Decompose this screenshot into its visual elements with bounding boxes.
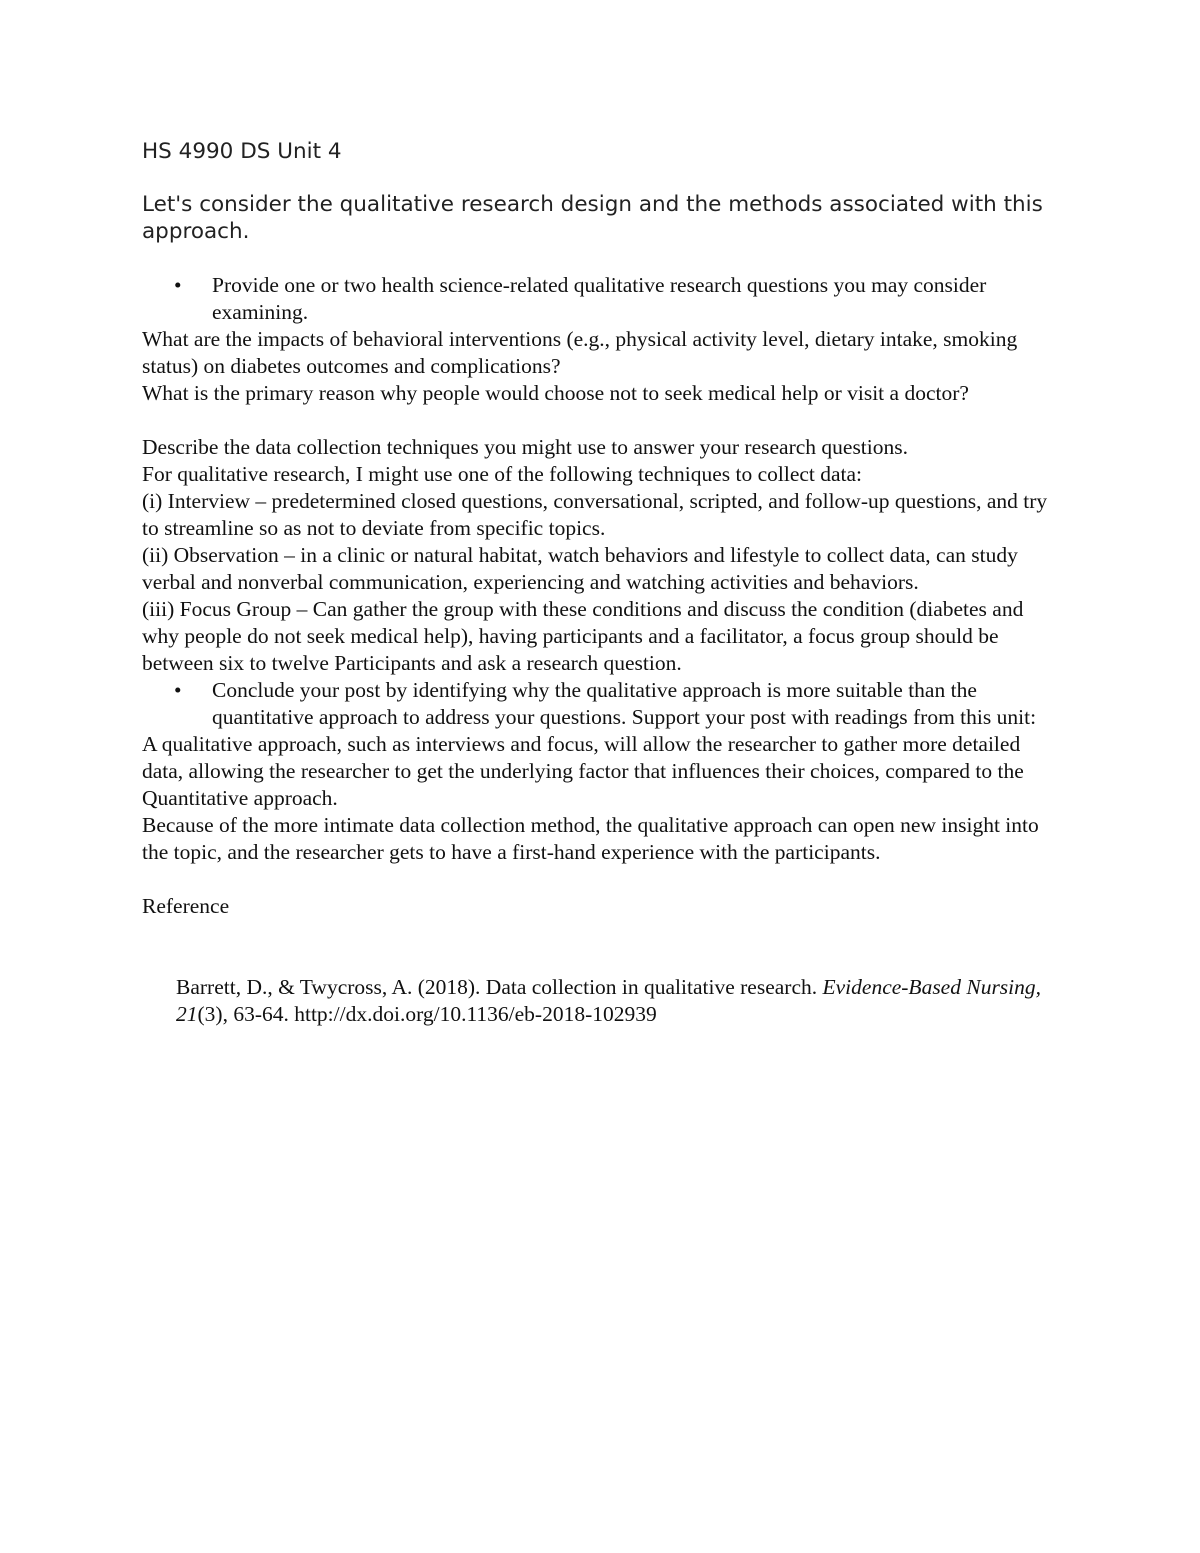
reference-details: (3), 63-64. http://dx.doi.org/10.1136/eb-2018-102939 [197, 1002, 657, 1026]
reference-journal: Evidence-Based Nursing, 21 [176, 975, 1042, 1026]
reference-heading: Reference [142, 894, 230, 918]
research-question-2: What is the primary reason why people would choose not to seek medical help or visit a doctor? [142, 381, 969, 405]
describe-paragraph: Describe the data collection techniques you might use to answer your research questions. [142, 435, 909, 459]
technique-observation: (ii) Observation – in a clinic or natural habitat, watch behaviors and lifestyle to collect data, can study verbal and nonverbal communication, experiencing and watching activities and behaviors. [142, 543, 1018, 594]
bullet-item-conclude [142, 677, 1062, 731]
answer-paragraph-2: Because of the more intimate data collection method, the qualitative approach can open new insight into the topic, and the researcher gets to have a first-hand experience with the participants. [142, 813, 1039, 864]
reference-authors: Barrett, D., & Twycross, A. (2018). Data collection in qualitative research. [176, 975, 823, 999]
techniques-intro: For qualitative research, I might use one of the following techniques to collect data: [142, 462, 863, 486]
document-title: HS 4990 DS Unit 4 [142, 139, 342, 164]
research-question-1: What are the impacts of behavioral interventions (e.g., physical activity level, dietary intake, smoking status) on diabetes outcomes and complications? [142, 327, 1018, 378]
bullet-icon: • [174, 678, 182, 702]
technique-interview: (i) Interview – predetermined closed questions, conversational, scripted, and follow-up questions, and try to streamline so as not to deviate from specific topics. [142, 489, 1048, 540]
bullet-icon: • [174, 273, 182, 297]
bullet-text: Conclude your post by identifying why the qualitative approach is more suitable than the quantitative approach to address your questions. Support your post with readings from this unit: [212, 678, 1037, 729]
answer-paragraph-1: A qualitative approach, such as interviews and focus, will allow the researcher to gather more detailed data, allowing the researcher to get the underlying factor that influences their choices, compared to the Quantitative approach. [142, 732, 1024, 810]
bullet-text: Provide one or two health science-related qualitative research questions you may consider examining. [212, 273, 987, 324]
document-body [142, 138, 1062, 1028]
intro-paragraph: Let's consider the qualitative research design and the methods associated with this approach. [142, 192, 1043, 244]
bullet-item-questions [142, 272, 1062, 326]
reference-entry [142, 974, 1062, 1028]
technique-focus-group: (iii) Focus Group – Can gather the group with these conditions and discuss the condition (diabetes and why people do not seek medical help), having participants and a facilitator, a focus group should be between six to twelve Participants and ask a research question. [142, 597, 1024, 675]
